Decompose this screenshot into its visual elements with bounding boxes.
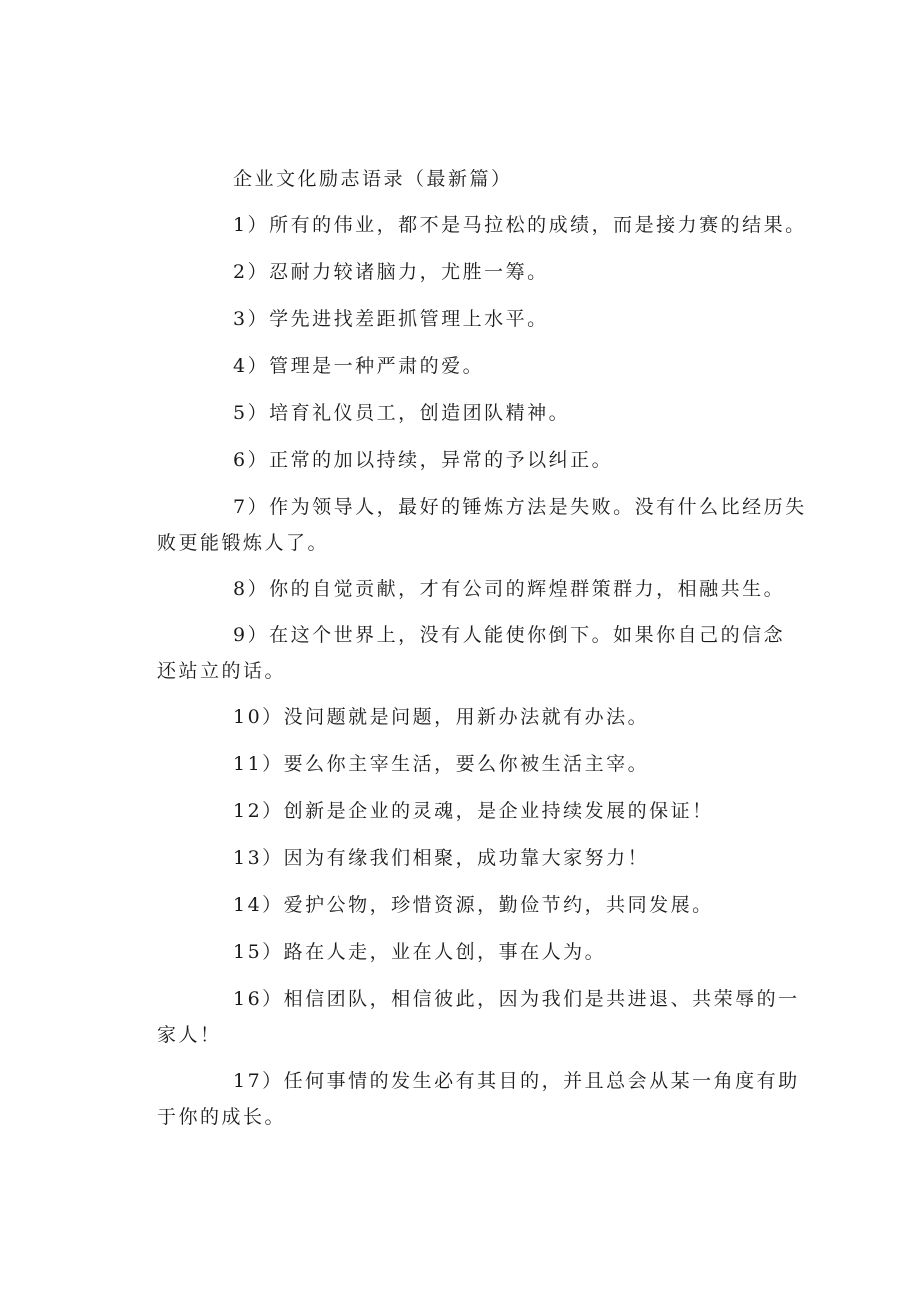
quote-line: 1）所有的伟业，都不是马拉松的成绩，而是接力赛的结果。 [233, 214, 807, 236]
quote-item-3 [157, 301, 777, 337]
quote-item-7 [157, 489, 807, 561]
quote-item-17 [157, 1063, 800, 1135]
quote-line-continued: 还站立的话。 [157, 660, 287, 682]
quote-line: 5）培育礼仪员工，创造团队精神。 [233, 402, 571, 424]
quote-item-12 [157, 793, 777, 829]
quote-item-16 [157, 981, 800, 1053]
quote-item-11 [157, 746, 777, 782]
quote-line: 8）你的自觉贡献，才有公司的辉煌群策群力，相融共生。 [233, 578, 786, 600]
quote-line: 11）要么你主宰生活，要么你被生活主宰。 [233, 753, 650, 775]
quote-item-9 [157, 617, 786, 689]
quote-item-14 [157, 887, 777, 923]
quote-item-6 [157, 442, 777, 478]
quote-line-continued: 家人！ [157, 1024, 222, 1046]
quote-line: 9）在这个世界上，没有人能使你倒下。如果你自己的信念 [233, 624, 786, 646]
quote-line: 6）正常的加以持续，异常的予以纠正。 [233, 449, 614, 471]
quote-line: 13）因为有缘我们相聚，成功靠大家努力！ [233, 847, 650, 869]
quote-line: 7）作为领导人，最好的锤炼方法是失败。没有什么比经历失 [233, 496, 807, 518]
quote-line-continued: 败更能锻炼人了。 [157, 532, 330, 554]
quote-line: 10）没问题就是问题，用新办法就有办法。 [233, 706, 650, 728]
quote-line: 3）学先进找差距抓管理上水平。 [233, 308, 549, 330]
quote-line: 15）路在人走，业在人创，事在人为。 [233, 941, 607, 963]
quote-item-5 [157, 395, 777, 431]
quote-line: 16）相信团队，相信彼此，因为我们是共进退、共荣辱的一 [233, 988, 800, 1010]
quote-item-13 [157, 840, 777, 876]
quote-item-4 [157, 348, 777, 384]
document-title: 企业文化励志语录（最新篇） [233, 168, 513, 190]
quote-line: 2）忍耐力较诸脑力，尤胜一筹。 [233, 261, 549, 283]
quote-line: 12）创新是企业的灵魂，是企业持续发展的保证！ [233, 800, 714, 822]
quote-line: 4）管理是一种严肃的爱。 [233, 355, 485, 377]
quote-item-10 [157, 699, 777, 735]
quote-line: 17）任何事情的发生必有其目的，并且总会从某一角度有助 [233, 1070, 800, 1092]
quote-item-15 [157, 934, 777, 970]
quote-line-continued: 于你的成长。 [157, 1106, 287, 1128]
quote-item-8 [157, 571, 786, 607]
quote-line: 14）爱护公物，珍惜资源，勤俭节约，共同发展。 [233, 894, 714, 916]
quote-item-1 [157, 207, 807, 243]
quote-item-2 [157, 254, 777, 290]
